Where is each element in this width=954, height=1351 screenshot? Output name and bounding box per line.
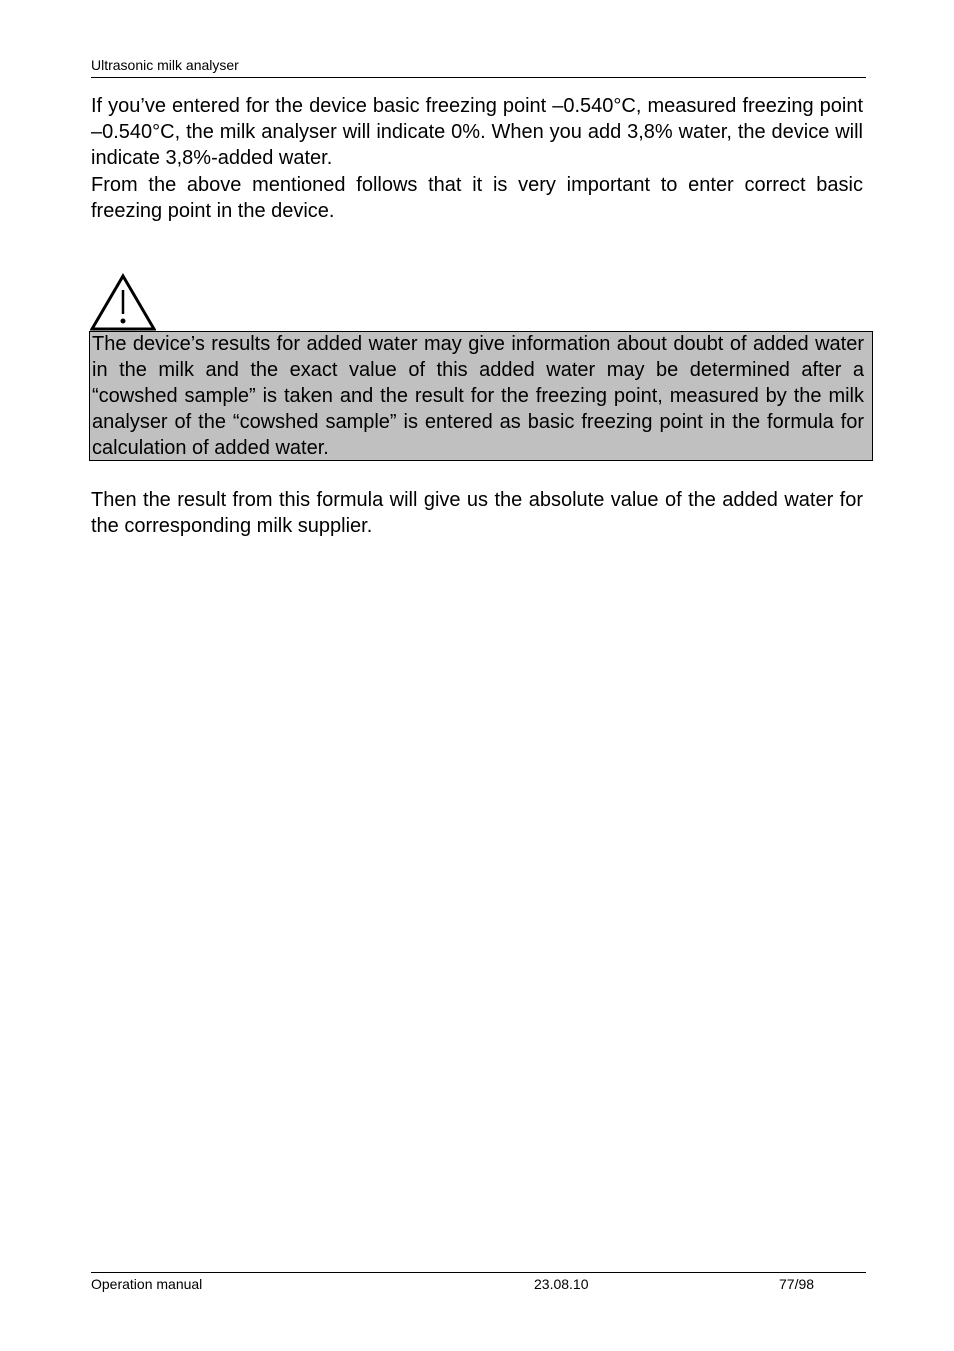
paragraph-formula-result: Then the result from this formula will give us the absolute value of the added water for the corresponding milk supplier. [91,489,863,537]
warning-triangle-icon [90,273,156,331]
page-footer [91,1272,866,1297]
footer-page-number: 77/98 [779,1276,815,1292]
paragraph-importance: From the above mentioned follows that it is very important to enter correct basic freezing point in the device. [91,174,863,222]
warning-box [89,331,873,461]
footer-document-title: Operation manual [91,1276,203,1292]
warning-text: The device’s results for added water may give information about doubt of added water in the milk and the exact value of this added water may be determined after a “cowshed sample” is taken and the result for the freezing point, measured by the milk analyser of the “cowshed sample” is entered as basic freezing point in the formula for calculation of added water. [92,333,864,459]
page-header [91,56,866,78]
header-title: Ultrasonic milk analyser [91,57,239,73]
footer-date: 23.08.10 [534,1276,589,1292]
paragraph-freezing-point-example: If you’ve entered for the device basic freezing point –0.540°C, measured freezing point –0.540°C, the milk analyser will indicate 0%. When you add 3,8% water, the device will indicate 3,8%-added water. [91,95,863,169]
